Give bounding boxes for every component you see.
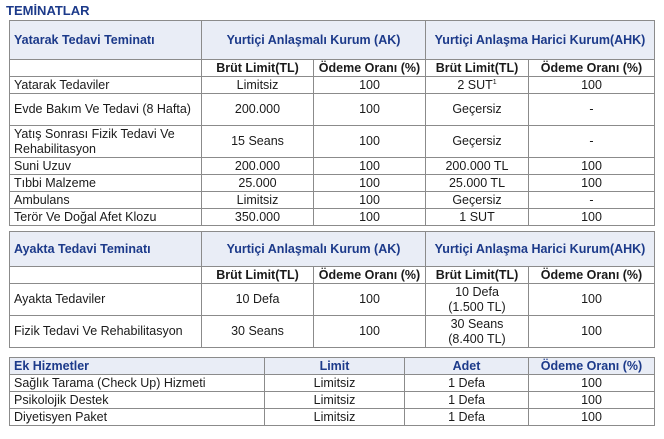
ahk-limit: 200.000 TL (426, 158, 529, 175)
rate: 100 (529, 392, 655, 409)
table-row (10, 126, 655, 158)
ahk-limit (426, 316, 529, 348)
table-row (10, 284, 655, 316)
extra-rate-header: Ödeme Oranı (%) (529, 358, 655, 375)
row-name: Sağlık Tarama (Check Up) Hizmeti (10, 375, 265, 392)
outpatient-ak-limit-header: Brüt Limit(TL) (202, 267, 314, 284)
limit: Limitsiz (265, 392, 405, 409)
ak-rate: 100 (314, 316, 426, 348)
extra-header: Ek Hizmetler (10, 358, 265, 375)
ak-limit: Limitsiz (202, 77, 314, 94)
ahk-limit (426, 284, 529, 316)
ahk-limit: Geçersiz (426, 94, 529, 126)
inpatient-table (9, 20, 655, 226)
rate: 100 (529, 409, 655, 426)
row-name: Fizik Tedavi Ve Rehabilitasyon (10, 316, 202, 348)
outpatient-ahk-limit-header: Brüt Limit(TL) (426, 267, 529, 284)
ahk-limit (426, 77, 529, 94)
table-row (10, 77, 655, 94)
limit: Limitsiz (265, 375, 405, 392)
row-name: Tıbbi Malzeme (10, 175, 202, 192)
ahk-rate: 100 (529, 158, 655, 175)
row-name: Yatarak Tedaviler (10, 77, 202, 94)
extra-limit-header: Limit (265, 358, 405, 375)
inpatient-ahk-rate-header: Ödeme Oranı (%) (529, 60, 655, 77)
row-name: Evde Bakım Ve Tedavi (8 Hafta) (10, 94, 202, 126)
outpatient-header: Ayakta Tedavi Teminatı (10, 232, 202, 267)
outpatient-table (9, 231, 655, 348)
ak-rate: 100 (314, 94, 426, 126)
outpatient-ak-rate-header: Ödeme Oranı (%) (314, 267, 426, 284)
ahk-rate: 100 (529, 209, 655, 226)
table-row (10, 192, 655, 209)
table-row (10, 316, 655, 348)
ahk-rate: 100 (529, 284, 655, 316)
ak-limit: 200.000 (202, 158, 314, 175)
count: 1 Defa (405, 392, 529, 409)
ak-rate: 100 (314, 158, 426, 175)
outpatient-ak-header: Yurtiçi Anlaşmalı Kurum (AK) (202, 232, 426, 267)
ahk-rate: 100 (529, 77, 655, 94)
ak-rate: 100 (314, 192, 426, 209)
ak-rate: 100 (314, 126, 426, 158)
ak-limit: Limitsiz (202, 192, 314, 209)
footnote-marker: 1 (492, 78, 497, 86)
rate: 100 (529, 375, 655, 392)
page-title: TEMİNATLAR (6, 3, 90, 18)
table-row (10, 175, 655, 192)
inpatient-ak-header: Yurtiçi Anlaşmalı Kurum (AK) (202, 21, 426, 60)
table-row (10, 392, 655, 409)
outpatient-ahk-rate-header: Ödeme Oranı (%) (529, 267, 655, 284)
row-name: Suni Uzuv (10, 158, 202, 175)
ahk-limit: Geçersiz (426, 192, 529, 209)
inpatient-ak-limit-header: Brüt Limit(TL) (202, 60, 314, 77)
extra-services-table (9, 357, 655, 426)
ahk-rate: 100 (529, 316, 655, 348)
count: 1 Defa (405, 409, 529, 426)
ak-limit: 350.000 (202, 209, 314, 226)
outpatient-ahk-header: Yurtiçi Anlaşma Harici Kurum(AHK) (426, 232, 655, 267)
ak-rate: 100 (314, 209, 426, 226)
ak-limit: 30 Seans (202, 316, 314, 348)
outpatient-sub-empty (10, 267, 202, 284)
table-row (10, 158, 655, 175)
ahk-limit: 25.000 TL (426, 175, 529, 192)
row-name: Psikolojik Destek (10, 392, 265, 409)
limit: Limitsiz (265, 409, 405, 426)
ahk-rate: 100 (529, 175, 655, 192)
inpatient-ahk-header: Yurtiçi Anlaşma Harici Kurum(AHK) (426, 21, 655, 60)
table-row (10, 409, 655, 426)
ahk-limit-amount: (1.500 TL) (448, 299, 506, 314)
inpatient-ak-rate-header: Ödeme Oranı (%) (314, 60, 426, 77)
table-row (10, 94, 655, 126)
ak-limit: 25.000 (202, 175, 314, 192)
count: 1 Defa (405, 375, 529, 392)
ahk-limit-text: 2 SUT (457, 77, 493, 92)
row-name: Ayakta Tedaviler (10, 284, 202, 316)
ahk-limit-count: 10 Defa (455, 284, 499, 299)
inpatient-ahk-limit-header: Brüt Limit(TL) (426, 60, 529, 77)
table-row (10, 375, 655, 392)
extra-count-header: Adet (405, 358, 529, 375)
inpatient-sub-empty (10, 60, 202, 77)
ahk-limit: Geçersiz (426, 126, 529, 158)
table-row (10, 209, 655, 226)
ak-limit: 15 Seans (202, 126, 314, 158)
ak-rate: 100 (314, 77, 426, 94)
row-name: Diyetisyen Paket (10, 409, 265, 426)
ahk-rate: - (529, 94, 655, 126)
ahk-limit: 1 SUT (426, 209, 529, 226)
ak-limit: 200.000 (202, 94, 314, 126)
ahk-rate: - (529, 126, 655, 158)
ak-rate: 100 (314, 284, 426, 316)
ak-limit: 10 Defa (202, 284, 314, 316)
inpatient-header: Yatarak Tedavi Teminatı (10, 21, 202, 60)
ahk-limit-amount: (8.400 TL) (448, 331, 506, 346)
ahk-rate: - (529, 192, 655, 209)
row-name: Terör Ve Doğal Afet Klozu (10, 209, 202, 226)
ak-rate: 100 (314, 175, 426, 192)
row-name: Yatış Sonrası Fizik Tedavi Ve Rehabilitasyon (10, 126, 202, 158)
ahk-limit-count: 30 Seans (450, 316, 504, 331)
row-name: Ambulans (10, 192, 202, 209)
